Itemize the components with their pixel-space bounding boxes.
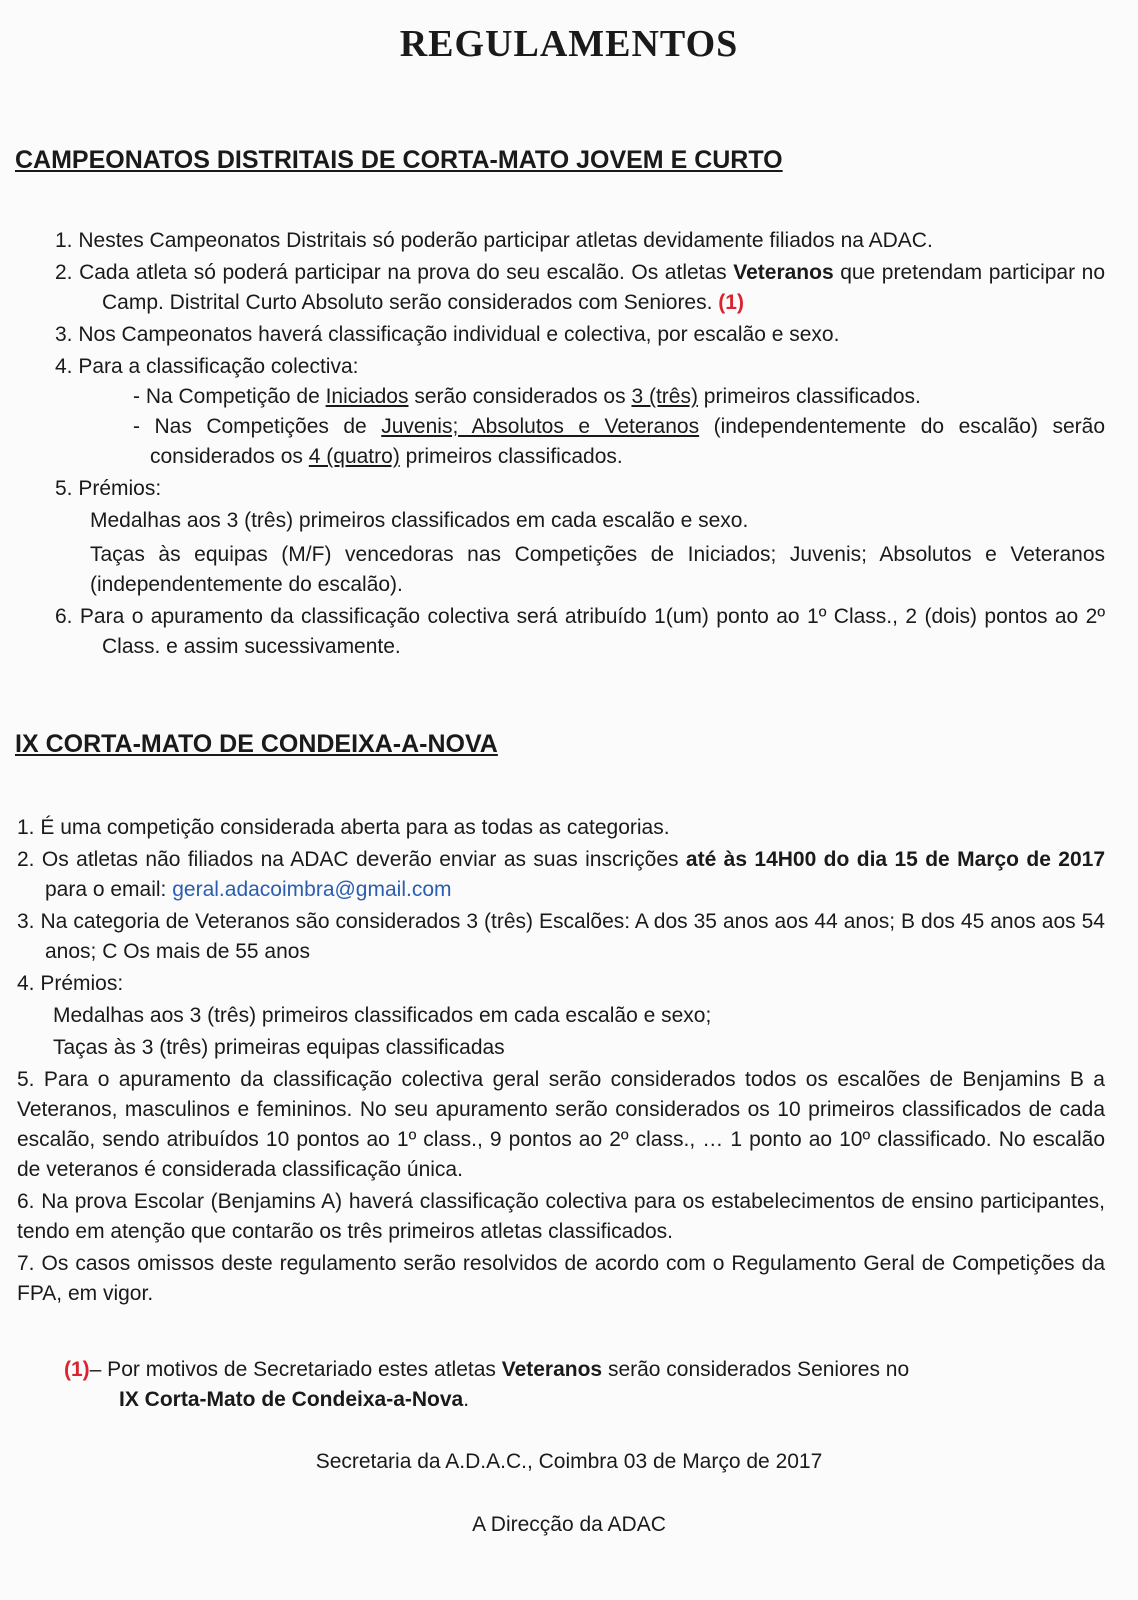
section-condeixa-list: [17, 813, 1105, 1309]
rule-5b: Taças às equipas (M/F) vencedoras nas Competições de Iniciados; Juvenis; Absolutos e Veteranos (independentemente do escalão).: [90, 543, 1105, 596]
rule-4b: - Nas Competições de Juvenis; Absolutos e Veteranos (independentemente do escalão) serão considerados os 4 (quatro) primeiros classificados.: [133, 415, 1105, 468]
rule-6: 6. Para o apuramento da classificação colectiva será atribuído 1(um) ponto ao 1º Class., 2 (dois) pontos ao 2º Class. e assim sucessivamente.: [55, 605, 1105, 658]
rule-5a: Medalhas aos 3 (três) primeiros classificados em cada escalão e sexo.: [90, 509, 749, 532]
rule-4a: - Na Competição de Iniciados serão considerados os 3 (três) primeiros classificados.: [133, 385, 921, 408]
rule-3: 3. Nos Campeonatos haverá classificação individual e colectiva, por escalão e sexo.: [55, 323, 840, 346]
section-heading-condeixa: IX CORTA-MATO DE CONDEIXA-A-NOVA: [15, 730, 498, 758]
page-title: REGULAMENTOS: [399, 23, 739, 65]
rule-4: 4. Prémios:: [17, 972, 124, 995]
rule-4: 4. Para a classificação colectiva:: [55, 355, 359, 378]
email-link[interactable]: geral.adacoimbra@gmail.com: [172, 878, 452, 901]
rule-1: 1. Nestes Campeonatos Distritais só poderão participar atletas devidamente filiados na ADAC.: [55, 229, 933, 252]
rule-1: 1. É uma competição considerada aberta para as todas as categorias.: [17, 816, 670, 839]
footnote: (1)– Por motivos de Secretariado estes atletas Veteranos serão considerados Seniores no IX Corta-Mato de Condeixa-a-Nova.: [64, 1358, 910, 1411]
rule-4a: Medalhas aos 3 (três) primeiros classificados em cada escalão e sexo;: [53, 1004, 712, 1027]
rule-5: 5. Para o apuramento da classificação colectiva geral serão considerados todos os escalões de Benjamins B a Veteranos, masculinos e femininos. No seu apuramento serão considerados os 10 primeiros classificados de cada escalão, sendo atribuídos 10 pontos ao 1º class., 9 pontos ao 2º class., … 1 ponto ao 10º classificado. No escalão de veteranos é considerada classificação única.: [17, 1068, 1105, 1181]
rule-2: 2. Cada atleta só poderá participar na prova do seu escalão. Os atletas Veteranos que pretendam participar no Camp. Distrital Curto Absoluto serão considerados com Seniores. (1): [55, 261, 1106, 314]
rule-4b: Taças às 3 (três) primeiras equipas classificadas: [53, 1036, 505, 1059]
signature-direction: A Direcção da ADAC: [472, 1513, 666, 1536]
rule-6: 6. Na prova Escolar (Benjamins A) haverá classificação colectiva para os estabelecimentos de ensino participantes, tendo em atenção que contarão os três primeiros atletas classificados.: [17, 1190, 1105, 1243]
rule-5: 5. Prémios:: [55, 477, 162, 500]
rule-3: 3. Na categoria de Veteranos são considerados 3 (três) Escalões: A dos 35 anos aos 44 anos; B dos 45 anos aos 54 anos; C Os mais de 55 anos: [17, 910, 1105, 963]
rule-2: 2. Os atletas não filiados na ADAC deverão enviar as suas inscrições até às 14H00 do dia 15 de Março de 2017 para o email: geral.adacoimbra@gmail.com: [17, 848, 1105, 901]
section-heading-distritais: CAMPEONATOS DISTRITAIS DE CORTA-MATO JOVEM E CURTO: [15, 146, 783, 174]
section-distritais-list: [55, 226, 1105, 662]
rule-7: 7. Os casos omissos deste regulamento serão resolvidos de acordo com o Regulamento Geral de Competições da FPA, em vigor.: [17, 1252, 1105, 1305]
signoff: Secretaria da A.D.A.C., Coimbra 03 de Março de 2017: [315, 1450, 823, 1473]
